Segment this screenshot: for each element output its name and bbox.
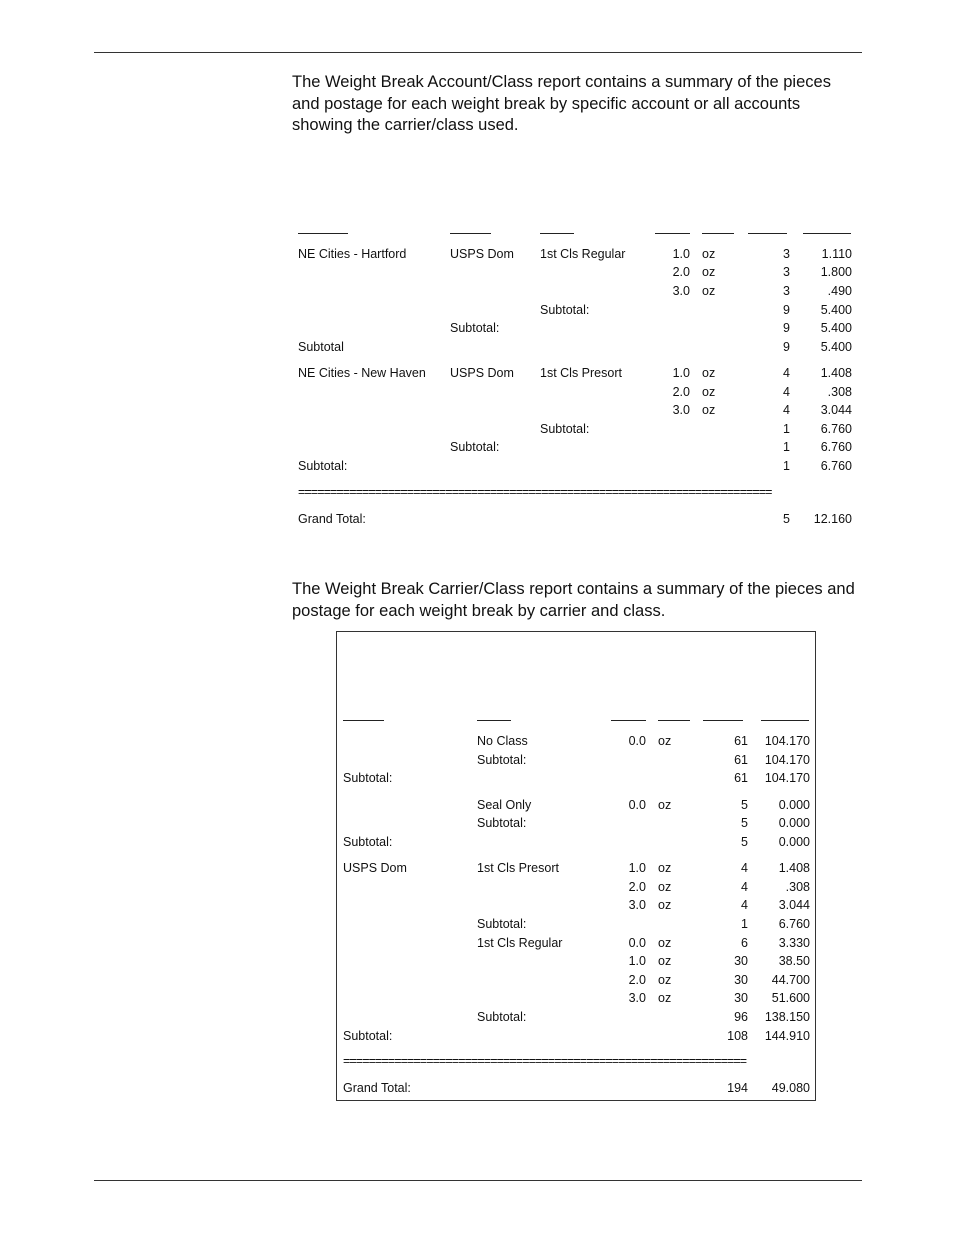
pieces-cell: 61 bbox=[734, 753, 748, 767]
column-underline-unit bbox=[702, 233, 734, 234]
weight-cell: 0.0 bbox=[628, 734, 646, 748]
unit-cell: oz bbox=[658, 991, 672, 1005]
pieces-cell: 61 bbox=[734, 734, 748, 748]
unit-cell: oz bbox=[658, 880, 672, 894]
postage-cell: 3.044 bbox=[820, 403, 852, 417]
class-cell: Subtotal: bbox=[477, 816, 527, 830]
pieces-cell: 4 bbox=[783, 385, 790, 399]
carrier-cell: USPS Dom bbox=[450, 247, 514, 261]
class-cell: 1st Cls Presort bbox=[477, 861, 559, 875]
account-grand-total-label: Grand Total: bbox=[298, 512, 366, 526]
postage-cell: .308 bbox=[785, 880, 810, 894]
pieces-cell: 5 bbox=[741, 816, 748, 830]
carrier-grand-total-pieces: 194 bbox=[727, 1081, 748, 1095]
account-report-separator: ========================================================================== bbox=[298, 485, 772, 499]
postage-cell: 6.760 bbox=[820, 459, 852, 473]
weight-cell: 3.0 bbox=[672, 284, 690, 298]
postage-cell: 3.044 bbox=[778, 898, 810, 912]
class-cell: Subtotal: bbox=[477, 753, 527, 767]
postage-cell: 104.170 bbox=[764, 771, 810, 785]
column-underline-unit bbox=[658, 720, 690, 721]
postage-cell: .308 bbox=[827, 385, 852, 399]
postage-cell: 1.800 bbox=[820, 265, 852, 279]
weight-cell: 3.0 bbox=[628, 991, 646, 1005]
pieces-cell: 96 bbox=[734, 1010, 748, 1024]
column-underline-account bbox=[298, 233, 348, 234]
top-rule bbox=[94, 52, 862, 53]
postage-cell: 5.400 bbox=[820, 303, 852, 317]
pieces-cell: 3 bbox=[783, 247, 790, 261]
pieces-cell: 6 bbox=[741, 936, 748, 950]
account-cell: Subtotal: bbox=[298, 459, 348, 473]
pieces-cell: 9 bbox=[783, 321, 790, 335]
unit-cell: oz bbox=[658, 973, 672, 987]
postage-cell: 1.408 bbox=[820, 366, 852, 380]
pieces-cell: 4 bbox=[783, 366, 790, 380]
weight-cell: 3.0 bbox=[672, 403, 690, 417]
weight-cell: 2.0 bbox=[672, 385, 690, 399]
pieces-cell: 3 bbox=[783, 284, 790, 298]
pieces-cell: 4 bbox=[741, 861, 748, 875]
carrier-cell: Subtotal: bbox=[450, 440, 500, 454]
unit-cell: oz bbox=[702, 284, 716, 298]
account-grand-total-postage: 12.160 bbox=[813, 512, 852, 526]
pieces-cell: 61 bbox=[734, 771, 748, 785]
postage-cell: 51.600 bbox=[771, 991, 810, 1005]
pieces-cell: 4 bbox=[783, 403, 790, 417]
postage-cell: 5.400 bbox=[820, 340, 852, 354]
weight-cell: 1.0 bbox=[672, 366, 690, 380]
carrier-cell: Subtotal: bbox=[450, 321, 500, 335]
postage-cell: 6.760 bbox=[820, 422, 852, 436]
class-cell: Subtotal: bbox=[477, 1010, 527, 1024]
bottom-rule bbox=[94, 1180, 862, 1181]
column-underline-class bbox=[540, 233, 574, 234]
column-underline-pieces bbox=[748, 233, 787, 234]
class-cell: Subtotal: bbox=[477, 917, 527, 931]
pieces-cell: 5 bbox=[741, 798, 748, 812]
pieces-cell: 4 bbox=[741, 898, 748, 912]
weight-cell: 3.0 bbox=[628, 898, 646, 912]
postage-cell: 6.760 bbox=[778, 917, 810, 931]
column-underline-pieces bbox=[703, 720, 743, 721]
unit-cell: oz bbox=[658, 861, 672, 875]
unit-cell: oz bbox=[658, 936, 672, 950]
carrier-cell: Subtotal: bbox=[343, 1029, 393, 1043]
carrier-cell: Subtotal: bbox=[343, 835, 393, 849]
postage-cell: 138.150 bbox=[764, 1010, 810, 1024]
weight-cell: 1.0 bbox=[672, 247, 690, 261]
class-cell: Subtotal: bbox=[540, 303, 590, 317]
postage-cell: 1.408 bbox=[778, 861, 810, 875]
postage-cell: 5.400 bbox=[820, 321, 852, 335]
column-underline-weight bbox=[611, 720, 646, 721]
postage-cell: 0.000 bbox=[778, 816, 810, 830]
carrier-grand-total-label: Grand Total: bbox=[343, 1081, 411, 1095]
pieces-cell: 9 bbox=[783, 303, 790, 317]
column-underline-postage bbox=[761, 720, 809, 721]
column-underline-carrier bbox=[450, 233, 491, 234]
postage-cell: 3.330 bbox=[778, 936, 810, 950]
pieces-cell: 9 bbox=[783, 340, 790, 354]
pieces-cell: 4 bbox=[741, 880, 748, 894]
postage-cell: 38.50 bbox=[778, 954, 810, 968]
postage-cell: 1.110 bbox=[821, 247, 852, 261]
postage-cell: 44.700 bbox=[771, 973, 810, 987]
pieces-cell: 108 bbox=[727, 1029, 748, 1043]
carrier-cell: Subtotal: bbox=[343, 771, 393, 785]
pieces-cell: 1 bbox=[741, 917, 748, 931]
unit-cell: oz bbox=[658, 898, 672, 912]
pieces-cell: 1 bbox=[783, 459, 790, 473]
class-cell: Seal Only bbox=[477, 798, 532, 812]
column-underline-carrier bbox=[343, 720, 384, 721]
carrier-grand-total-postage: 49.080 bbox=[771, 1081, 810, 1095]
postage-cell: 0.000 bbox=[778, 835, 810, 849]
column-underline-class bbox=[477, 720, 511, 721]
account-cell: NE Cities - New Haven bbox=[298, 366, 426, 380]
weight-cell: 0.0 bbox=[628, 798, 646, 812]
class-cell: No Class bbox=[477, 734, 528, 748]
unit-cell: oz bbox=[702, 366, 716, 380]
carrier-report-separator: =============================================================== bbox=[343, 1054, 747, 1068]
weight-cell: 2.0 bbox=[672, 265, 690, 279]
postage-cell: 0.000 bbox=[778, 798, 810, 812]
weight-cell: 1.0 bbox=[628, 861, 646, 875]
unit-cell: oz bbox=[658, 954, 672, 968]
class-cell: 1st Cls Presort bbox=[540, 366, 622, 380]
pieces-cell: 3 bbox=[783, 265, 790, 279]
postage-cell: 6.760 bbox=[820, 440, 852, 454]
account-report-description: The Weight Break Account/Class report contains a summary of the pieces and postage for each weight break by specific account or all accounts showing the carrier/class used. bbox=[292, 73, 831, 134]
class-cell: 1st Cls Regular bbox=[540, 247, 626, 261]
unit-cell: oz bbox=[658, 734, 672, 748]
postage-cell: 104.170 bbox=[764, 734, 810, 748]
column-underline-postage bbox=[803, 233, 851, 234]
class-cell: Subtotal: bbox=[540, 422, 590, 436]
pieces-cell: 30 bbox=[734, 973, 748, 987]
pieces-cell: 1 bbox=[783, 440, 790, 454]
pieces-cell: 30 bbox=[734, 991, 748, 1005]
account-cell: NE Cities - Hartford bbox=[298, 247, 407, 261]
weight-cell: 1.0 bbox=[628, 954, 646, 968]
carrier-cell: USPS Dom bbox=[450, 366, 514, 380]
postage-cell: 104.170 bbox=[764, 753, 810, 767]
pieces-cell: 1 bbox=[783, 422, 790, 436]
unit-cell: oz bbox=[702, 247, 716, 261]
pieces-cell: 5 bbox=[741, 835, 748, 849]
weight-cell: 2.0 bbox=[628, 880, 646, 894]
postage-cell: .490 bbox=[827, 284, 852, 298]
weight-cell: 2.0 bbox=[628, 973, 646, 987]
class-cell: 1st Cls Regular bbox=[477, 936, 563, 950]
column-underline-weight bbox=[655, 233, 690, 234]
carrier-cell: USPS Dom bbox=[343, 861, 407, 875]
postage-cell: 144.910 bbox=[764, 1029, 810, 1043]
unit-cell: oz bbox=[702, 403, 716, 417]
pieces-cell: 30 bbox=[734, 954, 748, 968]
carrier-report-description: The Weight Break Carrier/Class report contains a summary of the pieces and postage for each weight break by carrier and class. bbox=[292, 580, 855, 620]
unit-cell: oz bbox=[658, 798, 672, 812]
weight-cell: 0.0 bbox=[628, 936, 646, 950]
unit-cell: oz bbox=[702, 265, 716, 279]
account-grand-total-pieces: 5 bbox=[783, 512, 790, 526]
account-cell: Subtotal bbox=[298, 340, 344, 354]
unit-cell: oz bbox=[702, 385, 716, 399]
